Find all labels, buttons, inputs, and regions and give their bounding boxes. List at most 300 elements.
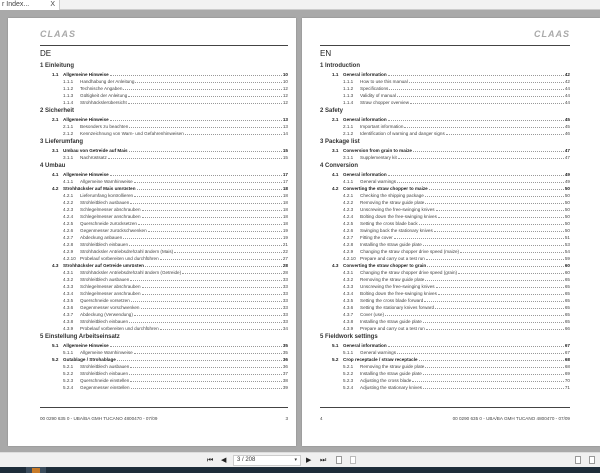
toc-entry-title: General information (343, 343, 387, 348)
toc-dot-leader (429, 189, 564, 190)
toc-entry-number: 1.1.1 (343, 79, 354, 84)
toc-entry[interactable] (40, 248, 288, 255)
toc-entry-page: 60 (564, 263, 570, 268)
toc-entry-page: 65 (564, 319, 570, 324)
toc-entry-title: Installing the straw guide plate (360, 371, 422, 376)
toc-entry[interactable] (40, 384, 288, 391)
toc-entry-page: 33 (282, 298, 288, 303)
toc-entry-title: Gegenmesser zurückschwenken (80, 228, 147, 233)
toc-entry-number: 4.3.7 (343, 312, 354, 317)
toc-entry[interactable] (320, 227, 570, 234)
toc-entry[interactable] (320, 311, 570, 318)
toc-entry[interactable] (320, 325, 570, 332)
toc-dot-leader (129, 245, 282, 246)
toc-entry-number: 4.3.9 (343, 326, 354, 331)
toc-dot-leader (134, 315, 282, 316)
toc-entry-number: 4.2 (52, 186, 59, 191)
toc-entry-page: 42 (564, 72, 570, 77)
toc-dot-leader (108, 158, 282, 159)
toc-entry[interactable] (320, 99, 570, 106)
toc-entry[interactable] (320, 363, 570, 370)
toc-entry[interactable] (320, 178, 570, 185)
toc-entry-number: 5.1 (52, 343, 59, 348)
toc-entry-page: 22 (282, 249, 288, 254)
toc-entry-title: Setting the cross blade forward (360, 298, 424, 303)
toc-entry[interactable] (320, 123, 570, 130)
toc-entry-page: 35 (282, 343, 288, 348)
toc-dot-leader (423, 245, 564, 246)
toc-entry-number: 1.1 (332, 72, 339, 77)
toc-entry[interactable] (320, 377, 570, 384)
toc-entry-page: 65 (564, 284, 570, 289)
toc-entry[interactable] (40, 192, 288, 199)
toc-entry[interactable] (40, 342, 288, 349)
toc-entry[interactable] (320, 262, 570, 269)
toc-entry[interactable] (40, 283, 288, 290)
toc-entry[interactable] (320, 171, 570, 178)
toc-entry-title: General information (343, 172, 387, 177)
toc-entry-title: Strohleitblech einbauen (80, 319, 129, 324)
toc-entry-page: 44 (564, 86, 570, 91)
toc-entry-page: 13 (282, 124, 288, 129)
toc-entry-title: Fitting the cover (360, 235, 393, 240)
toc-entry-number: 4.2.6 (63, 228, 74, 233)
next-page-button[interactable]: ▶ (306, 457, 312, 464)
toc-entry[interactable] (40, 370, 288, 377)
toc-dot-leader (397, 96, 564, 97)
toc-dot-leader (131, 388, 282, 389)
toc-entry-number: 4.2.4 (343, 214, 354, 219)
toc-entry-title: Installing the straw guide plate (360, 242, 422, 247)
toc-chapter-heading: 5 Einstellung Arbeitseinsatz (40, 334, 120, 340)
toc-chapter-heading: 1 Einleitung (40, 63, 75, 69)
toc-dot-leader (419, 224, 564, 225)
toc-entry-page: 44 (564, 100, 570, 105)
toc-entry-title: Strohhäcksler Antriebsdrehzahl ändern (Getreide) (80, 270, 182, 275)
toc-entry-number: 4.2.10 (63, 256, 76, 261)
toc-entry-title: Changing the straw chopper drive speed (grain) (360, 270, 458, 275)
toc-dot-leader (425, 203, 564, 204)
toc-entry-title: Abdeckung anbauen (80, 235, 123, 240)
toc-entry[interactable] (40, 220, 288, 227)
toc-entry-number: 2.1 (52, 117, 59, 122)
toc-entry-title: Crop receptacle / straw receptacle (343, 357, 418, 362)
toc-entry-title: Gültigkeit der Anleitung (80, 93, 128, 98)
continuous-view-icon[interactable] (350, 456, 356, 464)
toc-dot-leader (142, 210, 282, 211)
toc-entry-number: 5.1 (332, 343, 339, 348)
toc-entry[interactable] (40, 318, 288, 325)
toc-entry-title: Strohhäcksler auf Getreide umrüsten (63, 263, 144, 268)
toc-entry-page: 65 (564, 312, 570, 317)
toc-entry-number: 5.2.1 (343, 364, 354, 369)
toc-entry-page: 14 (282, 131, 288, 136)
toc-entry-page: 49 (564, 172, 570, 177)
toc-entry[interactable] (320, 206, 570, 213)
toc-entry[interactable] (40, 304, 288, 311)
last-page-button[interactable]: ⏭ (320, 457, 327, 464)
page-dropdown-icon[interactable]: ▾ (294, 457, 297, 463)
toc-dot-leader (174, 252, 282, 253)
toc-entry-number: 4.2.9 (343, 249, 354, 254)
toc-entry-page: 18 (282, 214, 288, 219)
toc-dot-leader (413, 151, 564, 152)
toc-entry[interactable] (40, 276, 288, 283)
toc-entry[interactable] (40, 262, 288, 269)
toc-entry[interactable] (320, 220, 570, 227)
toc-entry-page: 67 (564, 350, 570, 355)
toc-entry-title: Probelauf vorbereiten und durchführen (80, 326, 159, 331)
toc-entry-number: 4.3.2 (63, 277, 74, 282)
toc-entry[interactable] (320, 318, 570, 325)
toc-entry-page: 65 (564, 291, 570, 296)
toc-entry[interactable] (320, 71, 570, 78)
toc-entry-number: 4.3.3 (343, 284, 354, 289)
toc-entry-title: Allgemeine Warnhinweise (80, 350, 133, 355)
toc-entry-number: 4.2.5 (343, 221, 354, 226)
toc-entry-page: 45 (564, 124, 570, 129)
toc-entry-number: 4.3.1 (343, 270, 354, 275)
toc-dot-leader (423, 374, 564, 375)
toc-entry[interactable] (320, 234, 570, 241)
toc-dot-leader (145, 266, 282, 267)
toc-entry-title: Supplementary kit (360, 155, 397, 160)
toc-entry-number: 5.2.2 (63, 371, 74, 376)
toc-entry-page: 28 (282, 270, 288, 275)
toc-entry-page: 19 (282, 228, 288, 233)
folder-icon (32, 468, 40, 473)
toc-entry-number: 4.2.6 (343, 228, 354, 233)
toc-entry-title: General information (343, 117, 387, 122)
toc-entry[interactable] (320, 356, 570, 363)
toc-entry-number: 4.3.4 (343, 291, 354, 296)
toc-entry[interactable] (40, 363, 288, 370)
toc-entry-title: Conversion from grain to maize (343, 148, 412, 153)
toc-entry[interactable] (320, 199, 570, 206)
toc-entry[interactable] (320, 384, 570, 391)
toc-entry-title: Bolting down the free-swinging knives (360, 214, 437, 219)
toc-entry[interactable] (40, 99, 288, 106)
tab-title: r Index... (2, 1, 30, 8)
footer-document-id: 00 0290 635 0 - UBA/BA GMH TUCANO 4800470 - 07/09 (452, 416, 570, 421)
toc-entry[interactable] (40, 147, 288, 154)
toc-entry[interactable] (320, 283, 570, 290)
toc-entry[interactable] (320, 92, 570, 99)
toc-entry[interactable] (40, 116, 288, 123)
toc-entry-title: Checking the shipping package (360, 193, 424, 198)
toc-entry-title: Allgemeine Warnhinweise (80, 179, 133, 184)
toc-entry[interactable] (320, 370, 570, 377)
toc-entry-number: 1.1.4 (63, 100, 74, 105)
toc-entry[interactable] (320, 349, 570, 356)
toc-dot-leader (142, 217, 282, 218)
table-of-contents (40, 61, 288, 391)
toc-entry-page: 35 (282, 350, 288, 355)
toc-entry-title: Gutablage / Strohablage (63, 357, 116, 362)
toc-entry[interactable] (320, 185, 570, 192)
toc-entry[interactable] (40, 311, 288, 318)
toc-entry[interactable] (40, 269, 288, 276)
toc-entry-number: 4.2.8 (63, 242, 74, 247)
toc-entry-title: Besonders zu beachten (80, 124, 129, 129)
toc-entry-title: Swinging back the stationary knives (360, 228, 433, 233)
toc-entry-title: Removing the straw guide plate (360, 277, 425, 282)
toc-entry[interactable] (40, 178, 288, 185)
toc-dot-leader (438, 294, 564, 295)
pdf-page-left (8, 18, 296, 446)
toc-entry-number: 1.1.3 (343, 93, 354, 98)
toc-dot-leader (425, 280, 564, 281)
toc-dot-leader (388, 75, 564, 76)
toc-dot-leader (160, 329, 282, 330)
toc-entry-page: 17 (282, 179, 288, 184)
toc-entry-number: 4.2.1 (343, 193, 354, 198)
toc-entry[interactable] (320, 255, 570, 262)
toc-entry-page: 18 (282, 193, 288, 198)
toc-entry-number: 4.2.2 (343, 200, 354, 205)
toc-entry[interactable] (40, 241, 288, 248)
toc-entry-title: Setting the stationary knives forward (360, 305, 435, 310)
toc-entry-number: 1.1.2 (343, 86, 354, 91)
toc-entry[interactable] (320, 213, 570, 220)
toc-entry-number: 4.3.1 (63, 270, 74, 275)
taskbar (0, 467, 600, 473)
toc-dot-leader (129, 374, 282, 375)
toc-entry-page: 33 (282, 284, 288, 289)
toc-entry-title: Converting the straw chopper to grain (343, 263, 427, 268)
toc-entry-number: 1.1.4 (343, 100, 354, 105)
toc-entry-number: 4.2.9 (63, 249, 74, 254)
toc-entry[interactable] (320, 342, 570, 349)
toc-entry-page: 50 (564, 221, 570, 226)
footer-page-number: 4 (320, 416, 323, 421)
toc-entry-page: 33 (282, 305, 288, 310)
header-divider (320, 45, 570, 46)
toc-entry-page: 50 (564, 214, 570, 219)
toc-entry-title: Nachrüstsatz (80, 155, 107, 160)
toc-entry-page: 19 (282, 235, 288, 240)
previous-page-button[interactable]: ◀ (221, 457, 227, 464)
toc-entry[interactable] (40, 356, 288, 363)
toc-entry-page: 36 (282, 364, 288, 369)
toc-entry-number: 2.1.1 (63, 124, 74, 129)
toc-entry-page: 46 (564, 131, 570, 136)
toc-entry-number: 4.1 (332, 172, 339, 177)
toc-entry[interactable] (320, 241, 570, 248)
toc-entry[interactable] (40, 206, 288, 213)
toc-entry-number: 4.2.5 (63, 221, 74, 226)
toc-entry[interactable] (40, 213, 288, 220)
toc-entry-number: 4.2.8 (343, 242, 354, 247)
toc-entry-title: Adjusting the stationary knives (360, 385, 423, 390)
toc-entry[interactable] (40, 130, 288, 137)
toc-entry[interactable] (40, 171, 288, 178)
toc-entry-page: 13 (282, 117, 288, 122)
toc-entry-page: 49 (564, 179, 570, 184)
toc-entry-title: Identification of warning and danger signs (360, 131, 445, 136)
toc-entry[interactable] (320, 147, 570, 154)
toc-entry-page: 45 (564, 117, 570, 122)
toc-entry[interactable] (320, 154, 570, 161)
toc-entry-title: Important information (360, 124, 404, 129)
toc-entry[interactable] (40, 78, 288, 85)
toc-entry-page: 68 (564, 357, 570, 362)
toc-dot-leader (397, 182, 564, 183)
toc-entry-title: Allgemeine Hinweise (63, 343, 109, 348)
two-page-view-icon[interactable] (336, 456, 342, 464)
toc-entry-title: Schlegelmesser anschrauben (80, 214, 141, 219)
toc-entry[interactable] (40, 92, 288, 99)
document-tab[interactable] (0, 0, 60, 10)
toc-entry-page: 59 (564, 256, 570, 261)
toc-entry-title: Unscrewing the free-swinging knives (360, 284, 435, 289)
toc-entry-page: 15 (282, 155, 288, 160)
toc-entry-page: 33 (282, 277, 288, 282)
toc-entry[interactable] (40, 199, 288, 206)
toc-entry[interactable] (40, 325, 288, 332)
toc-entry-number: 5.1.1 (63, 350, 74, 355)
toc-dot-leader (438, 217, 564, 218)
toc-dot-leader (458, 273, 564, 274)
toc-entry-title: Technische Angaben (80, 86, 123, 91)
toc-dot-leader (128, 96, 282, 97)
toc-dot-leader (425, 367, 564, 368)
toc-entry[interactable] (320, 116, 570, 123)
toc-entry-page: 33 (282, 312, 288, 317)
single-page-icon[interactable] (575, 456, 581, 464)
toc-dot-leader (129, 127, 282, 128)
toc-entry-page: 18 (282, 200, 288, 205)
toc-entry-title: Kennzeichnung von Warn- und Gefahrenhinweisen (80, 131, 184, 136)
toc-entry[interactable] (320, 276, 570, 283)
header-divider (40, 45, 288, 46)
toc-entry[interactable] (320, 269, 570, 276)
page-number-input[interactable] (233, 455, 301, 466)
toc-entry-page: 33 (282, 319, 288, 324)
toc-entry[interactable] (40, 71, 288, 78)
toc-chapter-heading: 2 Safety (320, 108, 344, 114)
toc-dot-leader (123, 238, 282, 239)
toc-entry-number: 3.1.1 (63, 155, 74, 160)
toc-dot-leader (460, 252, 564, 253)
toc-entry[interactable] (320, 248, 570, 255)
first-page-button[interactable]: ⏮ (207, 457, 214, 464)
toc-chapter-heading: 1 Introduction (320, 63, 360, 69)
toc-entry-number: 4.2.3 (343, 207, 354, 212)
toc-entry-page: 12 (282, 93, 288, 98)
toc-dot-leader (436, 287, 564, 288)
toc-entry-number: 4.2.4 (63, 214, 74, 219)
toc-entry[interactable] (40, 377, 288, 384)
toc-entry[interactable] (40, 297, 288, 304)
toc-entry[interactable] (320, 304, 570, 311)
toc-entry-title: Querschneide zurücksetzen (80, 221, 137, 226)
toc-dot-leader (426, 329, 564, 330)
toc-entry-page: 28 (282, 263, 288, 268)
toc-entry[interactable] (40, 290, 288, 297)
toc-dot-leader (182, 273, 282, 274)
toc-dot-leader (410, 103, 564, 104)
toc-entry-title: Allgemeine Hinweise (63, 117, 109, 122)
toc-entry[interactable] (40, 185, 288, 192)
toc-entry-title: Allgemeine Hinweise (63, 172, 109, 177)
toc-entry-title: Converting the straw chopper to maize (343, 186, 428, 191)
toc-entry[interactable] (40, 123, 288, 130)
toc-entry[interactable] (320, 290, 570, 297)
toc-entry[interactable] (320, 130, 570, 137)
toc-entry[interactable] (320, 297, 570, 304)
toc-dot-leader (388, 120, 564, 121)
toc-dot-leader (426, 259, 564, 260)
toc-entry-page: 12 (282, 86, 288, 91)
toc-entry-page: 71 (564, 385, 570, 390)
toc-entry-page: 39 (282, 385, 288, 390)
toc-dot-leader (409, 82, 564, 83)
toc-entry-title: Changing the straw chopper drive speed (maize) (360, 249, 460, 254)
toc-entry[interactable] (320, 78, 570, 85)
toc-dot-leader (137, 189, 282, 190)
toc-entry[interactable] (40, 255, 288, 262)
toc-entry-title: Schlegelmesser abschrauben (80, 207, 141, 212)
toc-entry-page: 47 (564, 148, 570, 153)
toc-dot-leader (185, 134, 282, 135)
toc-dot-leader (148, 231, 282, 232)
toc-entry-title: Gegenmesser vorschwenken (80, 305, 140, 310)
footer-divider (40, 407, 288, 408)
scroll-page-icon[interactable] (589, 456, 595, 464)
toc-dot-leader (446, 134, 564, 135)
taskbar-app-button[interactable] (26, 467, 46, 473)
toc-dot-leader (110, 175, 282, 176)
toc-entry-number: 5.2.4 (63, 385, 74, 390)
toc-dot-leader (130, 203, 282, 204)
toc-entry[interactable] (40, 227, 288, 234)
toc-entry-title: Strohleitblech ausbauen (80, 364, 130, 369)
toc-entry[interactable] (40, 85, 288, 92)
toc-entry-page: 38 (282, 378, 288, 383)
toc-entry-title: Umbau von Getreide auf Mais (63, 148, 128, 153)
toc-entry-number: 4.2.1 (63, 193, 74, 198)
toc-entry[interactable] (320, 192, 570, 199)
toc-entry-page: 65 (564, 277, 570, 282)
toc-entry-number: 5.2.4 (343, 385, 354, 390)
toc-chapter-heading: 2 Sicherheit (40, 108, 75, 114)
toc-entry-number: 4.2.10 (343, 256, 356, 261)
toc-chapter-heading: 5 Fieldwork settings (320, 334, 378, 340)
toc-entry-number: 4.2.7 (63, 235, 74, 240)
tab-close-button[interactable]: X (50, 1, 55, 8)
toc-entry[interactable] (40, 349, 288, 356)
toc-dot-leader (160, 259, 282, 260)
toc-entry-page: 60 (564, 270, 570, 275)
toc-dot-leader (423, 322, 564, 323)
toc-entry-number: 4.3.4 (63, 291, 74, 296)
toc-entry[interactable] (40, 154, 288, 161)
toc-entry[interactable] (40, 234, 288, 241)
toc-entry-page: 47 (564, 155, 570, 160)
toc-entry-title: Handhabung der Anleitung (80, 79, 135, 84)
toc-entry-page: 15 (282, 148, 288, 153)
toc-entry[interactable] (320, 85, 570, 92)
footer-divider (320, 407, 570, 408)
toc-dot-leader (141, 308, 282, 309)
toc-dot-leader (434, 231, 564, 232)
toc-entry-title: Probelauf vorbereiten und durchführen (80, 256, 159, 261)
toc-dot-leader (419, 360, 564, 361)
toc-dot-leader (389, 89, 564, 90)
toc-entry-page: 18 (282, 221, 288, 226)
toc-dot-leader (129, 322, 282, 323)
